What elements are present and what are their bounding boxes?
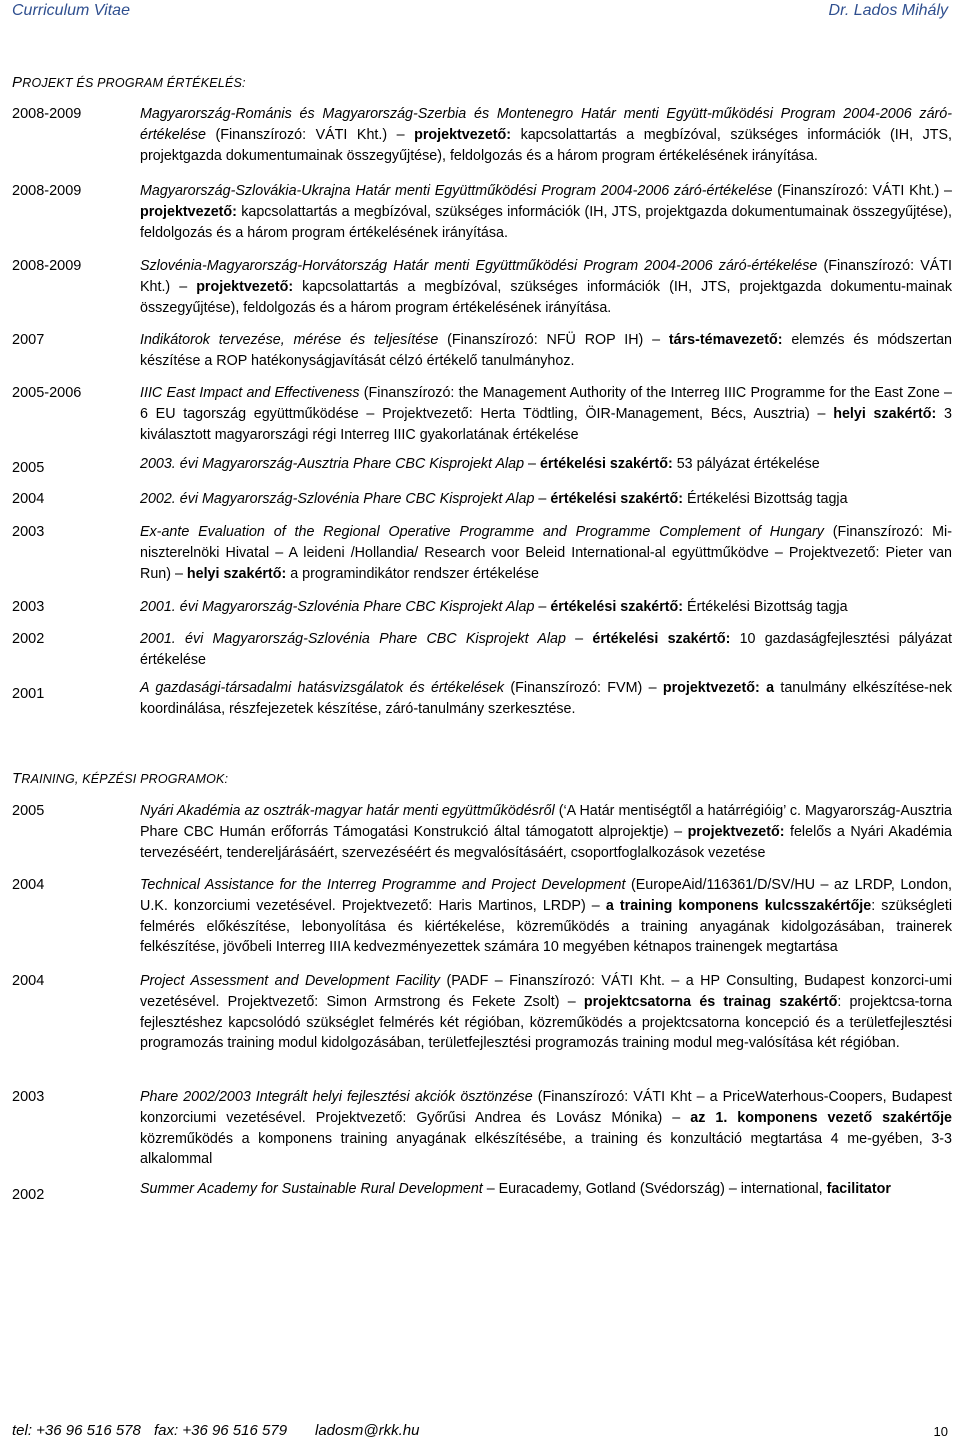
entry-year: 2003 bbox=[12, 599, 45, 615]
entry-year: 2007 bbox=[12, 332, 45, 348]
header-author: Dr. Lados Mihály bbox=[828, 2, 948, 19]
entry-year: 2002 bbox=[12, 631, 45, 647]
entry-description: Magyarország-Szlovákia-Ukrajna Határ menti Együttműködési Program 2004-2006 záró-értékelése (Finanszírozó: VÁTI Kht.) – projektvezető: kapcsolattartás a megbízóval, szükséges információk (IH, JTS, projektgazda dokumentumainak összegyűjtése), feldolgozás és a három program értékelésének irányítása. bbox=[140, 183, 952, 241]
entry-description: A gazdasági-társadalmi hatásvizsgálatok és értékelések (Finanszírozó: FVM) – projektvezető: a tanulmány elkészítése-nek koordinálása, részfejezetek készítése, záró-tanulmány szerkesztése. bbox=[140, 680, 952, 717]
entry-year: 2002 bbox=[12, 1187, 45, 1203]
entry-description: Nyári Akadémia az osztrák-magyar határ menti együttműködésről (‘A Határ mentiségtől a határrégióig’ c. Magyarország-Ausztria Phare CBC Humán erőforrás Támogatási Konstrukció által támogatott alprojektje) – projektvezető: felelős a Nyári Akadémia tervezéséért, tendereljárásáért, szervezéséért és megvalósításáért, csoportfoglalkozások vezetése bbox=[140, 803, 952, 861]
page-footer bbox=[12, 1422, 948, 1442]
page-number: 10 bbox=[933, 1424, 948, 1439]
entry-description: Phare 2002/2003 Integrált helyi fejlesztési akciók ösztönzése (Finanszírozó: VÁTI Kht – a PriceWaterhous-Coopers, Budapest konzorciumi vezetésével. Projektvezető: Győrűsi Andrea és Lovász Mónika) – az 1. komponens vezető szakértője közreműködés a komponens training anyagának elkészítésébe, a training és konzultáció megtartása 4 me-gyében, 3-3 alkalommal bbox=[140, 1089, 952, 1168]
entry-year: 2008-2009 bbox=[12, 258, 82, 274]
entry-year: 2001 bbox=[12, 686, 45, 702]
entry-year: 2008-2009 bbox=[12, 183, 82, 199]
entry-year: 2005 bbox=[12, 803, 45, 819]
page-header bbox=[12, 2, 948, 24]
header-title: Curriculum Vitae bbox=[12, 2, 130, 19]
entry-description: 2002. évi Magyarország-Szlovénia Phare CBC Kisprojekt Alap – értékelési szakértő: Értékelési Bizottság tagja bbox=[140, 491, 848, 507]
entry-description: Indikátorok tervezése, mérése és teljesítése (Finanszírozó: NFÜ ROP IH) – társ-témavezető: elemzés és módszertan készítése a ROP hatékonyságjavítását célzó értékelő tanulmányhoz. bbox=[140, 332, 952, 369]
footer-fax: fax: +36 96 516 579 bbox=[154, 1422, 288, 1439]
entry-year: 2004 bbox=[12, 491, 45, 507]
entry-year: 2005-2006 bbox=[12, 385, 82, 401]
entry-description: IIIC East Impact and Effectiveness (Finanszírozó: the Management Authority of the Interreg IIIC Programme for the East Zone – 6 EU tagország együttműködése – Projektvezető: Herta Tödtling, ÖIR-Management, Bécs, Ausztria) – helyi szakértő: 3 kiválasztott magyarországi régi Interreg IIIC gyakorlatának értékelése bbox=[140, 385, 952, 443]
entry-year: 2004 bbox=[12, 877, 45, 893]
footer-email[interactable]: ladosm@rkk.hu bbox=[315, 1422, 420, 1439]
section-title-projects: PROJEKT ÉS PROGRAM ÉRTÉKELÉS: bbox=[12, 74, 246, 91]
entry-description: Szlovénia-Magyarország-Horvátország Határ menti Együttműködési Program 2004-2006 záró-értékelése (Finanszírozó: VÁTI Kht.) – projektvezető: kapcsolattartás a megbízóval, szükséges információk (IH, JTS, projektgazda dokumentu-mainak összegyűjtése), feldolgozás és a három program értékelésének irányítása. bbox=[140, 258, 952, 316]
section-title-training: TRAINING, KÉPZÉSI PROGRAMOK: bbox=[12, 770, 229, 787]
entry-year: 2003 bbox=[12, 524, 45, 540]
footer-tel: tel: +36 96 516 578 bbox=[12, 1422, 141, 1439]
entry-description: Magyarország-Románis és Magyarország-Szerbia és Montenegro Határ menti Együtt-működési Program 2004-2006 záró-értékelése (Finanszírozó: VÁTI Kht.) – projektvezető: kapcsolattartás a megbízóval, szükséges információk (IH, JTS, projektgazda dokumentumainak összegyűjtése), feldolgozás és a három program értékelésének irányítása. bbox=[140, 106, 952, 164]
entry-description: Technical Assistance for the Interreg Programme and Project Development (EuropeAid/116361/D/SV/HU – az LRDP, London, U.K. konzorciumi vezetésével. Projektvezető: Haris Martinos, LRDP) – a training komponens kulcsszakértője: szükségleti felmérés előkészítése, lebonyolítása és kiértékelése, közreműködés a training anyagának kidolgozásában, trainerek felkészítése, jövőbeli Interreg IIIA kedvezményezettek számára 10 megyében kétnapos trainengek megtartása bbox=[140, 877, 953, 956]
entry-description: 2003. évi Magyarország-Ausztria Phare CBC Kisprojekt Alap – értékelési szakértő: 53 pályázat értékelése bbox=[140, 456, 820, 472]
entry-description: 2001. évi Magyarország-Szlovénia Phare CBC Kisprojekt Alap – értékelési szakértő: 10 gazdaságfejlesztési pályázat értékelése bbox=[140, 631, 952, 668]
entry-description: 2001. évi Magyarország-Szlovénia Phare CBC Kisprojekt Alap – értékelési szakértő: Értékelési Bizottság tagja bbox=[140, 599, 848, 615]
entry-description: Ex-ante Evaluation of the Regional Operative Programme and Programme Complement of Hungary (Finanszírozó: Mi-niszterelnöki Hivatal – A leideni /Hollandia/ Research voor Beleid International-al együttműködve – Projektvezető: Pieter van Run) – helyi szakértő: a programindikátor rendszer értékelése bbox=[140, 524, 952, 582]
entry-year: 2003 bbox=[12, 1089, 45, 1105]
entry-description: Project Assessment and Development Facility (PADF – Finanszírozó: VÁTI Kht. – a HP Consulting, Budapest konzorci-umi vezetésével. Projektvezető: Simon Armstrong és Fekete Zsolt) – projektcsatorna és trainag szakértő: projektcsa-torna fejlesztéshez kapcsolódó szükséglet felmérés két régióban, közreműködés a projektcsatorna koncepció és a területfejlesztési programozás training modul kidolgozásában, területfejlesztési programozás training modul meg-valósítása két régióban. bbox=[140, 973, 952, 1052]
entry-year: 2008-2009 bbox=[12, 106, 82, 122]
entry-description: Summer Academy for Sustainable Rural Development – Euracademy, Gotland (Svédország) – international, facilitator bbox=[140, 1181, 891, 1197]
entry-year: 2005 bbox=[12, 460, 45, 476]
entry-year: 2004 bbox=[12, 973, 45, 989]
